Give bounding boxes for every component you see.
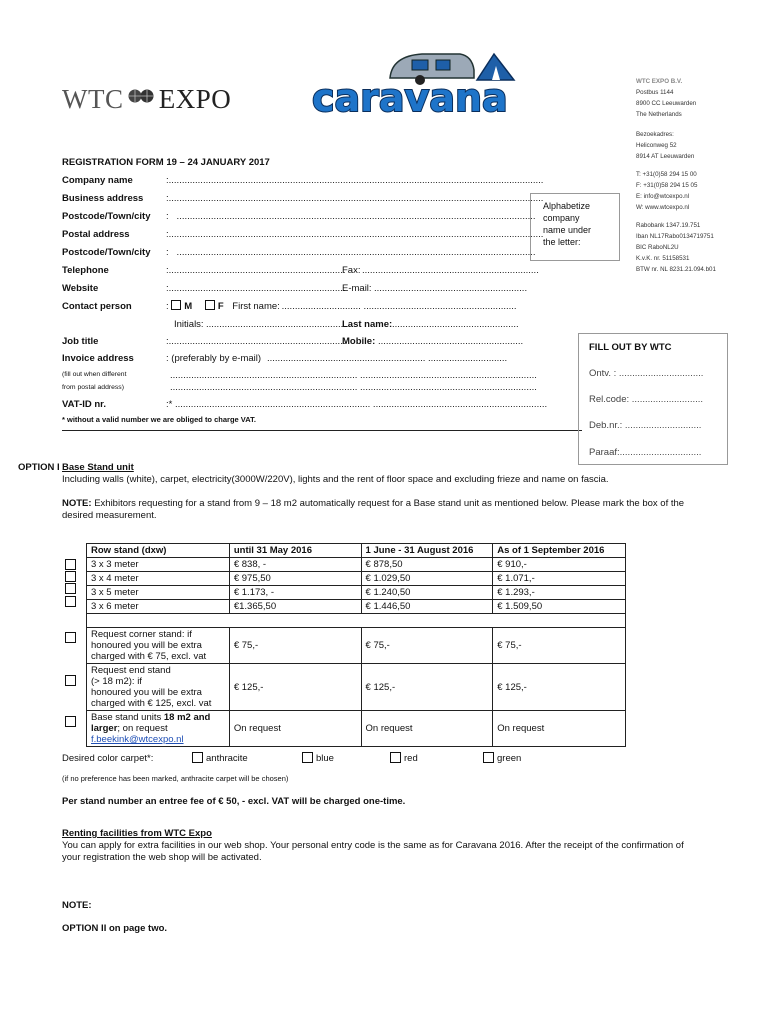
corner-stand-checkbox[interactable] — [65, 632, 76, 643]
contact-line: W: www.wtcexpo.nl — [636, 204, 690, 211]
fax-label: Fax: — [342, 265, 361, 276]
alphabetize-box[interactable] — [530, 193, 620, 261]
table-spacer-row — [87, 614, 626, 628]
renting-text: You can apply for extra facilities in our web shop. Your personal entry code is the same as for Caravana 2016. After the receipt of the confirmation of — [62, 840, 684, 851]
email-field[interactable]: .......................................................... — [374, 283, 528, 294]
footer-note: NOTE: — [62, 900, 92, 911]
caravana-logo — [312, 48, 577, 124]
telephone-field[interactable]: :................................................................... — [166, 265, 346, 276]
end-text: Request end stand — [91, 665, 171, 676]
corner-text: honoured you will be extra — [91, 640, 202, 651]
carpet-note: (if no preference has been marked, anthracite carpet will be chosen) — [62, 774, 289, 783]
anthracite-label: anthracite — [206, 753, 248, 764]
table-cell: 3 x 3 meter — [87, 558, 230, 572]
stand-3x3-checkbox[interactable] — [65, 559, 76, 570]
table-cell: € 1.071,- — [493, 572, 626, 586]
address-line: The Netherlands — [636, 111, 682, 118]
email-link[interactable]: f.beekink@wtcexpo.nl — [91, 734, 184, 745]
table-cell: 3 x 4 meter — [87, 572, 230, 586]
company-name-line: WTC EXPO B.V. — [636, 78, 683, 85]
contact-line: T: +31(0)58 294 15 00 — [636, 171, 697, 178]
table-row-large — [87, 711, 626, 747]
initials-field[interactable]: ......................................................... — [206, 319, 357, 330]
end-text: charged with € 125, excl. vat — [91, 698, 212, 709]
logo-wtc-text: WTC — [62, 84, 124, 114]
table-cell: € 1.240,50 — [361, 586, 493, 600]
invoice-field-3[interactable]: ....................................................................... ................................................................... — [170, 382, 537, 393]
first-name-field[interactable]: .............................. .......................................................... — [279, 301, 517, 312]
table-row-end — [87, 664, 626, 711]
bank-line: K.v.K. nr. 51158531 — [636, 255, 690, 262]
form-divider — [62, 430, 582, 431]
stand-price-table — [86, 543, 626, 747]
postal-note: from postal address) — [62, 384, 124, 391]
visit-line: Heliconweg 52 — [636, 142, 677, 149]
table-cell: On request — [493, 711, 626, 747]
anthracite-checkbox[interactable] — [192, 752, 203, 763]
first-name-label: First name: — [232, 301, 280, 312]
alphabetize-line: the letter: — [543, 237, 581, 247]
stand-3x4-checkbox[interactable] — [65, 571, 76, 582]
address-line: Postbus 1144 — [636, 89, 674, 96]
entree-fee-text: Per stand number an entree fee of € 50, - excl. VAT will be charged one-time. — [62, 796, 406, 807]
large-stand-checkbox[interactable] — [65, 716, 76, 727]
business-address-field[interactable]: :.............................................................................................................................................. — [166, 193, 544, 204]
job-title-label: Job title — [62, 336, 99, 347]
table-cell: € 75,- — [229, 628, 361, 664]
invoice-field-2[interactable]: ....................................................................... ................................................................... — [170, 370, 537, 381]
invoice-address-label: Invoice address — [62, 353, 134, 364]
bank-line: Rabobank 1347.19.751 — [636, 222, 701, 229]
footer-option2: OPTION II on page two. — [62, 923, 168, 934]
table-header: until 31 May 2016 — [229, 544, 361, 558]
option-label: OPTION I — [18, 462, 60, 473]
end-text: honoured you will be extra — [91, 687, 202, 698]
note-label: NOTE: — [62, 498, 92, 509]
table-cell: € 878,50 — [361, 558, 493, 572]
table-cell: 3 x 5 meter — [87, 586, 230, 600]
blue-label: blue — [316, 753, 334, 764]
globe-logo-icon — [127, 88, 155, 104]
table-cell: € 1.029,50 — [361, 572, 493, 586]
female-label: F — [217, 301, 224, 312]
alphabetize-line: name under — [543, 225, 592, 235]
fax-field[interactable]: ................................................................... — [362, 265, 539, 276]
form-title: REGISTRATION FORM 19 – 24 JANUARY 2017 — [62, 157, 270, 168]
alphabetize-line: Alphabetize — [543, 201, 591, 211]
invoice-field[interactable]: ............................................................ .............................. — [267, 353, 508, 364]
option-heading: Base Stand unit — [62, 462, 134, 473]
table-cell: € 125,- — [493, 664, 626, 711]
renting-text-2: your registration the web shop will be activated. — [62, 852, 262, 863]
large-text-bold: 18 m2 and — [163, 712, 211, 723]
table-cell: € 125,- — [229, 664, 361, 711]
address-line: 8900 CC Leeuwarden — [636, 100, 697, 107]
stand-3x6-checkbox[interactable] — [65, 596, 76, 607]
company-name-field[interactable]: :.............................................................................................................................................. — [166, 175, 544, 186]
end-stand-checkbox[interactable] — [65, 675, 76, 686]
vat-id-label: VAT-ID nr. — [62, 399, 106, 410]
wtc-box-title: FILL OUT BY WTC — [589, 342, 672, 353]
table-row — [87, 600, 626, 614]
table-row-corner — [87, 628, 626, 664]
mobile-field[interactable]: ....................................................... — [378, 336, 524, 347]
table-cell: On request — [229, 711, 361, 747]
green-label: green — [497, 753, 522, 764]
table-cell: € 1.446,50 — [361, 600, 493, 614]
postcode-label-2: Postcode/Town/city — [62, 247, 151, 258]
table-cell: € 75,- — [361, 628, 493, 664]
relcode-field[interactable]: Rel.code: ........................... — [589, 394, 704, 405]
carpet-label: Desired color carpet*: — [62, 753, 154, 764]
email-label: E-mail: — [342, 283, 372, 294]
vat-id-field[interactable]: :* .......................................................................... .................................................................. — [166, 399, 548, 410]
table-row — [87, 558, 626, 572]
wtc-office-box — [578, 333, 728, 465]
postcode-field[interactable]: : ........................................................................................................................................ — [166, 211, 536, 222]
stand-3x5-checkbox[interactable] — [65, 583, 76, 594]
table-header: Row stand (dxw) — [87, 544, 230, 558]
table-cell: On request — [361, 711, 493, 747]
postcode-label: Postcode/Town/city — [62, 211, 151, 222]
vat-note: * without a valid number we are obliged to charge VAT. — [62, 415, 256, 424]
company-info-column — [636, 78, 766, 274]
contact-line: F: +31(0)58 294 15 05 — [636, 182, 698, 189]
telephone-label: Telephone — [62, 265, 109, 276]
green-checkbox[interactable] — [483, 752, 494, 763]
bank-line: BTW nr. NL 8231.21.094.b01 — [636, 266, 716, 273]
table-header: As of 1 September 2016 — [493, 544, 626, 558]
company-name-label: Company name — [62, 175, 133, 186]
mobile-label: Mobile: — [342, 336, 376, 347]
last-name-label: Last name: — [342, 319, 393, 330]
table-cell: € 1.173, - — [229, 586, 361, 600]
end-text: (> 18 m2): if — [91, 676, 142, 687]
table-cell: € 1.509,50 — [493, 600, 626, 614]
visit-line: Bezoekadres: — [636, 131, 674, 138]
male-checkbox[interactable] — [171, 300, 181, 310]
visit-line: 8914 AT Leeuwarden — [636, 153, 695, 160]
table-cell: € 75,- — [493, 628, 626, 664]
male-label: M — [184, 301, 193, 312]
postal-address-label: Postal address — [62, 229, 130, 240]
renting-heading: Renting facilities from WTC Expo — [62, 828, 212, 839]
table-cell: 3 x 6 meter — [87, 600, 230, 614]
red-label: red — [404, 753, 418, 764]
postcode-field-2[interactable]: : ........................................................................................................................................ — [166, 247, 536, 258]
table-header-row — [87, 544, 626, 558]
table-cell: € 125,- — [361, 664, 493, 711]
option-note — [62, 498, 684, 509]
table-row — [87, 572, 626, 586]
job-title-field[interactable]: :................................................................... — [166, 336, 346, 347]
invoice-pref-text: : (preferably by e-mail) — [166, 353, 262, 364]
fill-out-note: (fill out when different — [62, 371, 127, 378]
bank-line: BIC RaboNL2U — [636, 244, 679, 251]
corner-text: charged with € 75, excl. vat — [91, 651, 207, 662]
bank-line: Iban NL17Rabo0134719751 — [636, 233, 714, 240]
option-description: Including walls (white), carpet, electricity(3000W/220V), lights and the rent of floor space and excluding frieze and name on fascia. — [62, 474, 609, 485]
initials-label: Initials: — [174, 319, 204, 330]
gender-row: : M F First name: — [166, 301, 280, 312]
logo-expo-text: EXPO — [158, 84, 232, 114]
large-text: Base stand units — [91, 712, 164, 723]
table-cell: € 838, - — [229, 558, 361, 572]
table-cell: € 975,50 — [229, 572, 361, 586]
table-cell: €1.365,50 — [229, 600, 361, 614]
paraaf-field[interactable]: Paraaf:............................... — [589, 447, 702, 458]
logo-caravana-text: caravana — [312, 76, 508, 120]
note-text: Exhibitors requesting for a stand from 9 – 18 m2 automatically request for a Base stand unit as mentioned below. Please mark the box of the — [91, 498, 685, 509]
red-checkbox[interactable] — [390, 752, 401, 763]
table-header: 1 June - 31 August 2016 — [361, 544, 493, 558]
female-checkbox[interactable] — [205, 300, 215, 310]
wtc-expo-logo — [62, 84, 231, 118]
table-row — [87, 586, 626, 600]
business-address-label: Business address — [62, 193, 144, 204]
debnr-field[interactable]: Deb.nr.: ............................. — [589, 420, 702, 431]
corner-text: Request corner stand: if — [91, 629, 192, 640]
table-cell: € 1.293,- — [493, 586, 626, 600]
large-text-bold: larger — [91, 723, 118, 734]
website-label: Website — [62, 283, 99, 294]
contact-person-label: Contact person — [62, 301, 132, 312]
large-text: ; on request — [117, 723, 168, 734]
option-note-2: desired measurement. — [62, 510, 157, 521]
postal-address-field[interactable]: :.............................................................................................................................................. — [166, 229, 544, 240]
website-field[interactable]: :................................................................... — [166, 283, 346, 294]
contact-line: E: info@wtcexpo.nl — [636, 193, 690, 200]
blue-checkbox[interactable] — [302, 752, 313, 763]
alphabetize-line: company — [543, 213, 580, 223]
last-name-field[interactable]: ................................................ — [392, 319, 519, 330]
ontv-field[interactable]: Ontv. : ................................ — [589, 368, 704, 379]
table-cell: € 910,- — [493, 558, 626, 572]
